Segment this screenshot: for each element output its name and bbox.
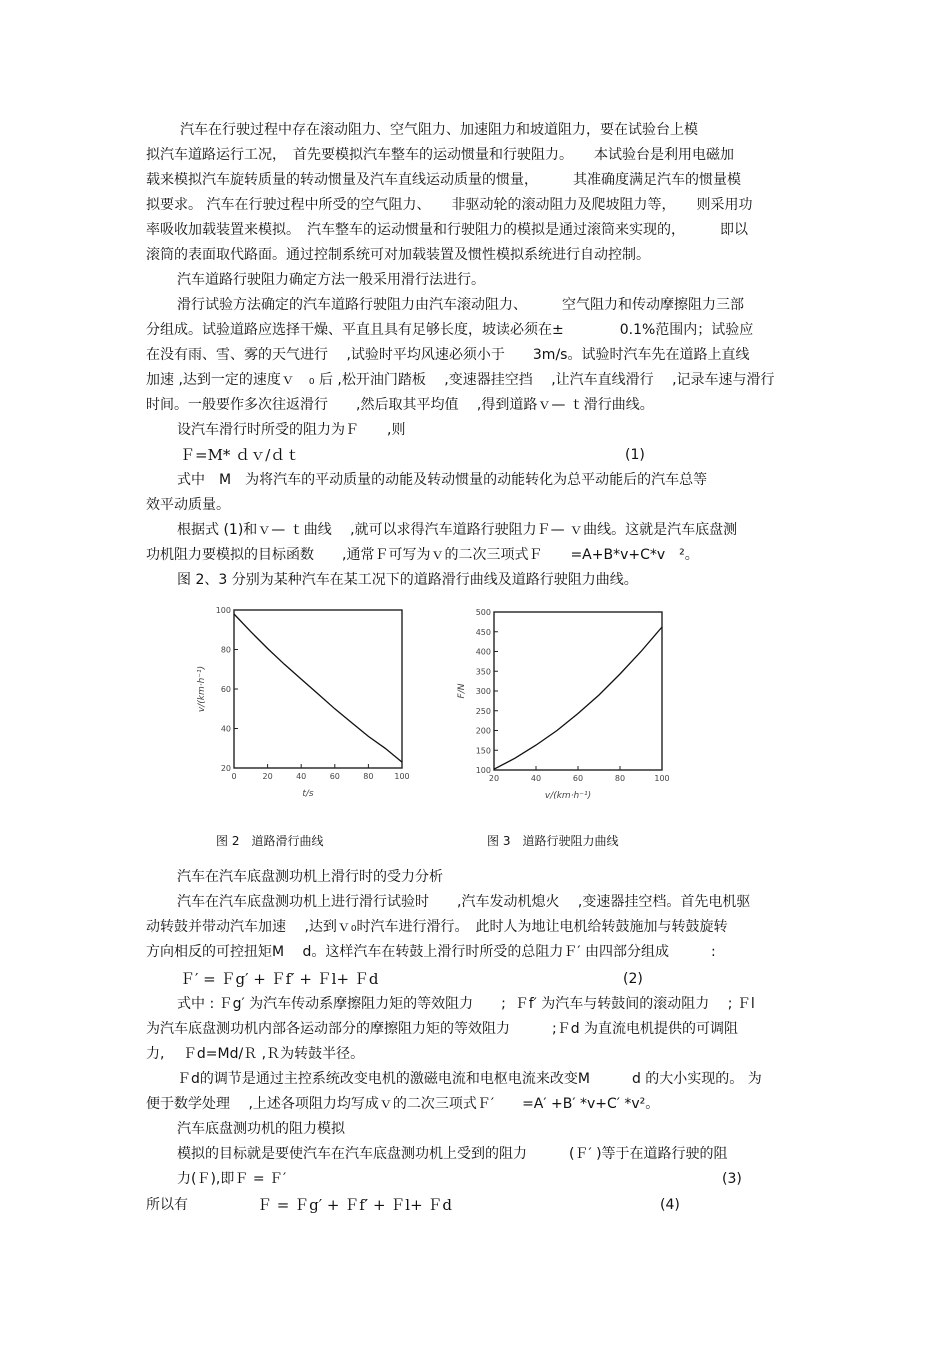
equation-1: Ｆ=M* ｄｖ/ｄｔ (180, 446, 301, 464)
paragraph-3-line-4: 加速 ,达到一定的速度ｖ ₀ 后 ,松开油门踏板 ,变速器挂空挡 ,让汽车直线滑行 ,记录车速与滑行 (146, 372, 775, 388)
fig2-x-tick-label: 60 (329, 772, 340, 781)
paragraph-5-line-1: 式中 M 为将汽车的平动质量的动能及转动惯量的动能转化为总平动能后的汽车总等 (177, 472, 708, 488)
fig3-plot-frame (494, 612, 662, 770)
fig3-y-tick-label: 250 (475, 706, 491, 716)
fig2-x-tick-label: 0 (231, 772, 237, 781)
fig3-x-tick-label: 40 (530, 774, 542, 783)
section-title-force-analysis: 汽车在汽车底盘测功机上滑行时的受力分析 (177, 869, 443, 885)
paragraph-1-line-6: 滚筒的表面取代路面。通过控制系统可对加载装置及惯性模拟系统进行自动控制。 (146, 247, 650, 263)
figure-3-chart (440, 600, 680, 810)
equation-4: Ｆ = Ｆg′ + Ｆf′ + Ｆl+ Ｆd (257, 1196, 453, 1214)
paragraph-3-line-5: 时间。一般要作多次往返滑行 ,然后取其平均值 ,得到道路ｖ— ｔ滑行曲线。 (146, 397, 654, 413)
fig3-x-tick-label: 60 (572, 774, 584, 783)
paragraph-1-line-2: 拟汽车道路运行工况， 首先要模拟汽车整车的运动惯量和行驶阻力。 本试验台是利用电磁加 (146, 147, 734, 163)
fig3-x-tick-label: 80 (614, 774, 626, 783)
fig3-y-tick-label: 150 (475, 746, 491, 756)
fig3-y-tick-label: 100 (475, 766, 491, 775)
fig2-x-tick-label: 80 (363, 772, 374, 781)
equation-4-prefix: 所以有 (146, 1197, 188, 1213)
fig3-x-axis-label: v/(km·h⁻¹) (544, 791, 592, 801)
paragraph-8-line-3: 方向相反的可控扭矩M d。这样汽车在转鼓上滑行时所受的总阻力Ｆ′ 由四部分组成 : (146, 944, 716, 960)
fig2-y-axis-label: v/(km·h⁻¹) (197, 665, 207, 713)
equation-2-number: (2) (623, 971, 643, 987)
equation-2: Ｆ′ = Ｆg′ + Ｆf′ + Ｆl+ Ｆd (180, 970, 379, 988)
section-title-resistance-simulation: 汽车底盘测功机的阻力模拟 (177, 1121, 345, 1137)
paragraph-9-line-2: 为汽车底盘测功机内部各运动部分的摩擦阻力矩的等效阻力 ;Ｆd 为直流电机提供的可调阻 (146, 1021, 739, 1037)
fig3-x-tick-label: 100 (654, 774, 670, 783)
fig3-y-tick-label: 400 (475, 647, 491, 657)
paragraph-1-line-4: 拟要求。 汽车在行驶过程中所受的空气阻力、 非驱动轮的滚动阻力及爬坡阻力等， 则采用功 (146, 197, 753, 213)
fig3-y-tick-label: 350 (475, 667, 491, 677)
fig3-y-tick-label: 500 (475, 608, 491, 617)
paragraph-6-line-1: 根据式 (1)和ｖ— ｔ曲线 ,就可以求得汽车道路行驶阻力Ｆ— ｖ曲线。这就是汽车底盘测 (177, 522, 738, 538)
paragraph-4-line-1: 设汽车滑行时所受的阻力为Ｆ ,则 (177, 422, 406, 438)
paragraph-1-line-3: 载来模拟汽车旋转质量的转动惯量及汽车直线运动质量的惯量， 其准确度满足汽车的惯量模 (146, 172, 741, 188)
fig2-x-tick-label: 100 (394, 772, 410, 781)
paragraph-5-line-2: 效平动质量。 (146, 497, 230, 513)
fig3-y-tick-label: 450 (475, 627, 491, 637)
paragraph-2-line-1: 汽车道路行驶阻力确定方法一般采用滑行法进行。 (177, 272, 485, 288)
paragraph-11-line-2: 力(Ｆ),即Ｆ = Ｆ′ (177, 1171, 287, 1187)
figure-3-caption: 图 3 道路行驶阻力曲线 (487, 834, 619, 848)
fig2-y-tick-label: 80 (220, 645, 231, 655)
figure-2-caption: 图 2 道路滑行曲线 (216, 834, 324, 848)
fig3-y-axis-label: F/N (457, 683, 467, 699)
fig3-series-line (494, 627, 662, 769)
fig2-plot-frame (234, 610, 402, 768)
equation-3-number: (3) (722, 1171, 742, 1187)
paragraph-3-line-2: 分组成。试验道路应选择干燥、平直且具有足够长度，坡读必须在± 0.1%范围内；试验应 (146, 322, 754, 338)
paragraph-9-line-1: 式中 : Ｆg′ 为汽车传动系摩擦阻力矩的等效阻力 ; Ｆf′ 为汽车与转鼓间的滚动阻力 ; Ｆl (177, 996, 755, 1012)
paragraph-10-line-1: Ｆd的调节是通过主控系统改变电机的激磁电流和电枢电流来改变M d 的大小实现的。 为 (177, 1071, 762, 1087)
paragraph-1-line-1: 汽车在行驶过程中存在滚动阻力、空气阻力、加速阻力和坡道阻力，要在试验台上模 (180, 122, 698, 138)
fig3-x-tick-label: 20 (488, 774, 500, 783)
fig2-y-tick-label: 100 (215, 606, 231, 615)
paragraph-11-line-1: 模拟的目标就是要使汽车在汽车底盘测功机上受到的阻力 (Ｆ′ )等于在道路行驶的阻 (177, 1146, 728, 1162)
paragraph-10-line-2: 便于数学处理 ,上述各项阻力均写成ｖ的二次三项式Ｆ′ =A′ +B′ *v+C′ *v²。 (146, 1096, 660, 1112)
fig2-x-axis-label: t/s (302, 789, 314, 799)
figure-2-chart (190, 600, 430, 810)
fig2-x-tick-label: 20 (262, 772, 273, 781)
equation-1-number: (1) (625, 447, 645, 463)
fig3-y-tick-label: 300 (475, 687, 491, 696)
paragraph-1-line-5: 率吸收加载装置来模拟。 汽车整车的运动惯量和行驶阻力的模拟是通过滚筒来实现的， 即以 (146, 222, 748, 238)
fig2-y-tick-label: 40 (220, 724, 231, 734)
paragraph-3-line-3: 在没有雨、雪、雾的天气进行 ,试验时平均风速必须小于 3m/s。试验时汽车先在道路上直线 (146, 347, 750, 363)
fig3-y-tick-label: 200 (475, 726, 491, 736)
paragraph-8-line-1: 汽车在汽车底盘测功机上进行滑行试验时 ,汽车发动机熄火 ,变速器挂空档。首先电机驱 (177, 894, 751, 910)
fig2-y-tick-label: 60 (220, 685, 231, 694)
paragraph-3-line-1: 滑行试验方法确定的汽车道路行驶阻力由汽车滚动阻力、 空气阻力和传动摩擦阻力三部 (177, 297, 744, 313)
paragraph-7-line-1: 图 2、3 分别为某种汽车在某工况下的道路滑行曲线及道路行驶阻力曲线。 (177, 572, 638, 588)
fig2-x-tick-label: 40 (296, 772, 307, 781)
paragraph-8-line-2: 动转鼓并带动汽车加速 ,达到ｖ₀时汽车进行滑行。 此时人为地让电机给转鼓施加与转鼓旋转 (146, 919, 728, 935)
fig2-y-tick-label: 20 (220, 764, 231, 773)
paragraph-6-line-2: 功机阻力要模拟的目标函数 ,通常Ｆ可写为ｖ的二次三项式Ｆ =A+B*v+C*v ²。 (146, 547, 699, 563)
paragraph-9-line-3: 力, Ｆd=Md/Ｒ ,Ｒ为转鼓半径。 (146, 1046, 365, 1062)
fig2-series-line (234, 614, 402, 762)
equation-4-number: (4) (660, 1197, 680, 1213)
